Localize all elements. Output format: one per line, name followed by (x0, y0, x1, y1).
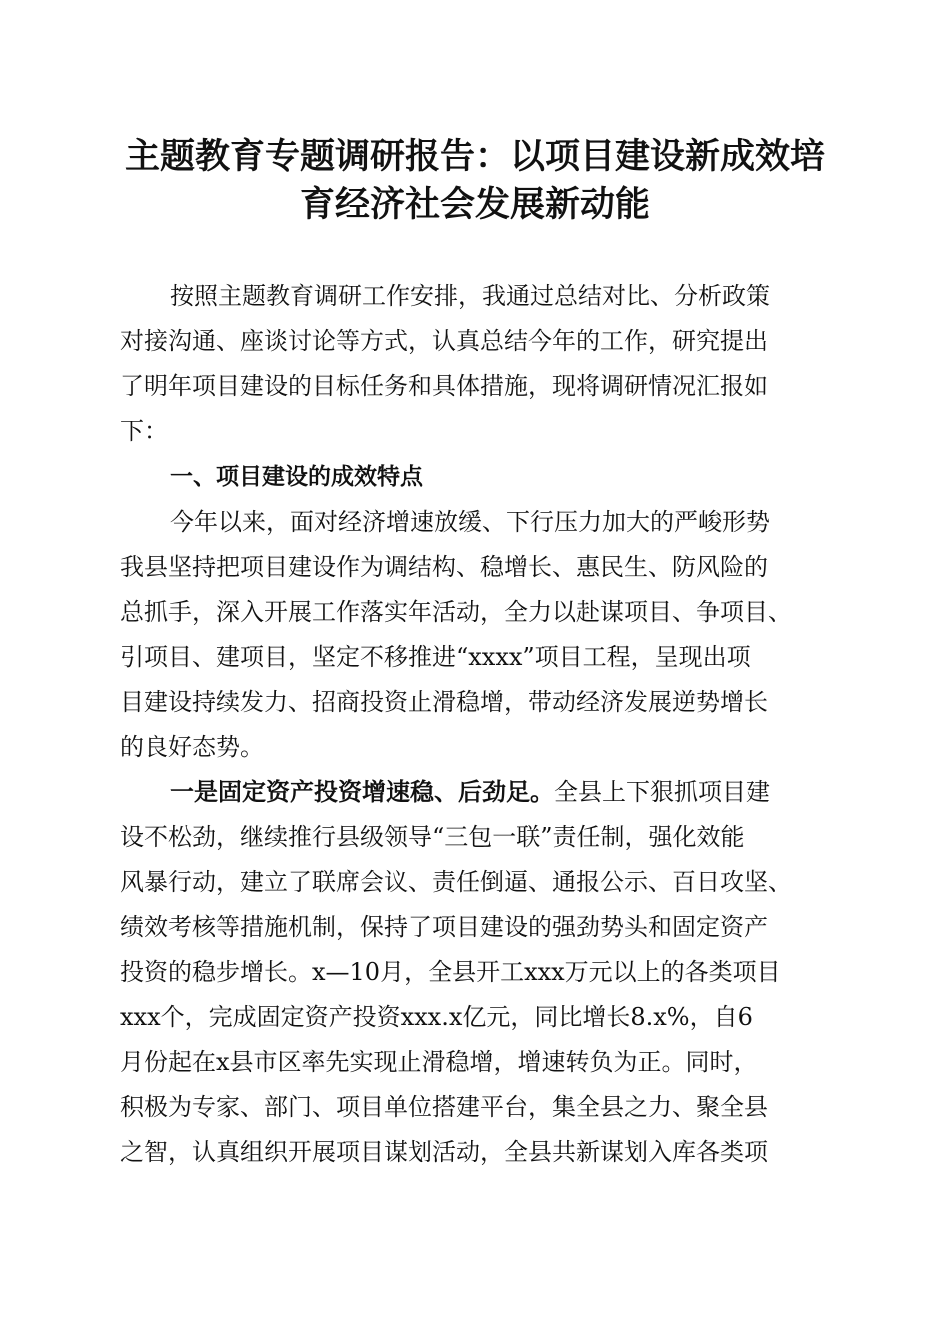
para2-line-2: 设不松劲，继续推行县级领导“三包一联”责任制，强化效能 (120, 823, 745, 851)
para1-line-2: 我县坚持把项目建设作为调结构、稳增长、惠民生、防风险的 (120, 553, 768, 581)
intro-line-3: 了明年项目建设的目标任务和具体措施，现将调研情况汇报如 (120, 372, 768, 400)
para1-line-4: 引项目、建项目，坚定不移推进“xxxx”项目工程，呈现出项 (120, 643, 751, 671)
para2-line-9: 之智，认真组织开展项目谋划活动，全县共新谋划入库各类项 (120, 1138, 768, 1166)
document-title-line-2: 育经济社会发展新动能 (299, 184, 650, 225)
intro-line-1: 按照主题教育调研工作安排，我通过总结对比、分析政策 (170, 282, 770, 310)
para1-line-3: 总抓手，深入开展工作落实年活动，全力以赴谋项目、争项目、 (120, 598, 792, 626)
intro-line-2: 对接沟通、座谈讨论等方式，认真总结今年的工作，研究提出 (120, 327, 768, 355)
para1-line-1: 今年以来，面对经济增速放缓、下行压力加大的严峻形势 (170, 508, 770, 536)
document-title-line-1: 主题教育专题调研报告：以项目建设新成效培 (124, 136, 825, 177)
intro-line-4: 下： (120, 417, 168, 445)
para2-lead-text: 一是固定资产投资增速稳、后劲足。 (170, 777, 554, 806)
para2-line-7: 月份起在x县市区率先实现止滑稳增，增速转负为正。同时， (120, 1048, 758, 1076)
para2-line-3: 风暴行动，建立了联席会议、责任倒逼、通报公示、百日攻坚、 (120, 868, 792, 896)
para2-line-4: 绩效考核等措施机制，保持了项目建设的强劲势头和固定资产 (120, 913, 768, 941)
para2-line-1 (170, 769, 840, 815)
section-heading: 一、项目建设的成效特点 (170, 464, 423, 490)
para2-line-6: xxx个，完成固定资产投资xxx.x亿元，同比增长8.x%，自6 (120, 1003, 753, 1031)
para1-line-5: 目建设持续发力、招商投资止滑稳增，带动经济发展逆势增长 (120, 688, 768, 716)
para1-line-6: 的良好态势。 (120, 733, 264, 761)
para2-line-8: 积极为专家、部门、项目单位搭建平台，集全县之力、聚全县 (120, 1093, 768, 1121)
para2-first-line-rest: 全县上下狠抓项目建 (554, 778, 770, 806)
para2-line-5: 投资的稳步增长。x—10月，全县开工xxx万元以上的各类项目 (120, 958, 781, 986)
